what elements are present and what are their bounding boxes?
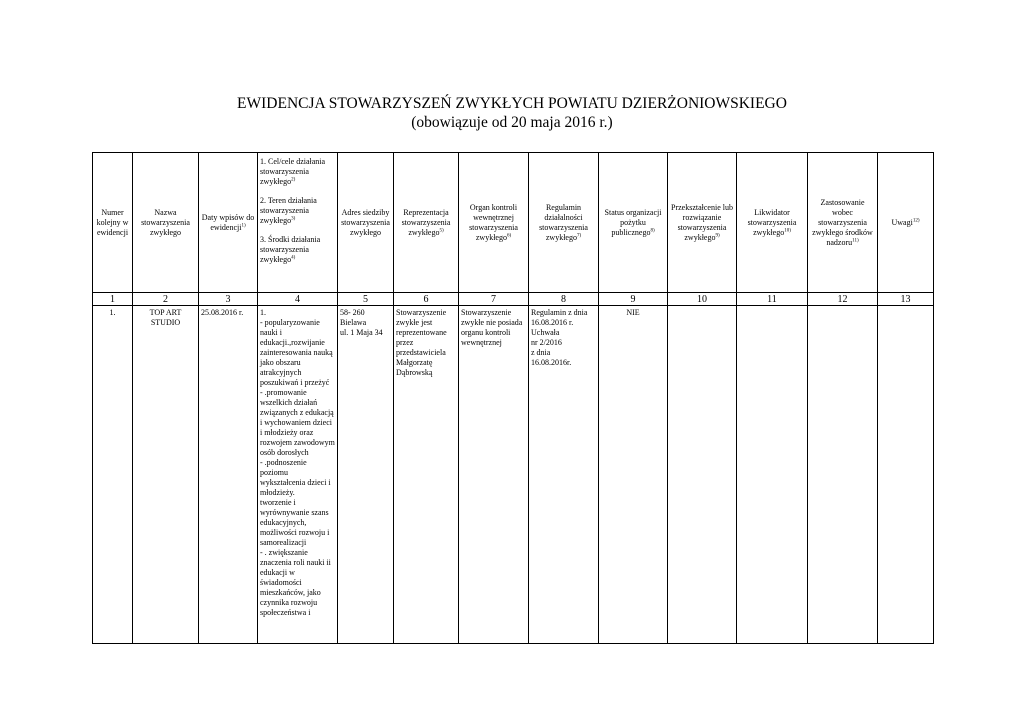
cell-number: 1. xyxy=(93,306,133,644)
column-number: 6 xyxy=(394,293,459,306)
title-line-1: EWIDENCJA STOWARZYSZEŃ ZWYKŁYCH POWIATU DZIERŻONIOWSKIEGO xyxy=(237,95,787,112)
column-number-row xyxy=(93,293,934,306)
header-goals: 1. Cel/cele działania stowarzyszenia zwykłego$^{2)}$ 2. Teren działania stowarzyszenia zwykłego$^{3)}$ 3. Środki działania stowarzyszenia zwykłego$^{4)}$ xyxy=(258,153,338,293)
cell-supervision xyxy=(808,306,878,644)
header-opp-status: Status organizacji pożytku publicznego$^{8)}$ xyxy=(599,153,668,293)
header-name: Nazwa stowarzyszenia zwykłego xyxy=(133,153,199,293)
cell-control: Stowarzyszenie zwykłe nie posiada organu kontroli wewnętrznej xyxy=(459,306,529,644)
registry-table xyxy=(92,152,934,644)
header-liquidator: Likwidator stowarzyszenia zwykłego$^{10)}$ xyxy=(737,153,808,293)
cell-opp-status: NIE xyxy=(599,306,668,644)
cell-regulations: Regulamin z dnia 16.08.2016 r. Uchwała nr 2/2016 z dnia 16.08.2016r. xyxy=(529,306,599,644)
column-number: 8 xyxy=(529,293,599,306)
column-number: 10 xyxy=(668,293,737,306)
column-number: 13 xyxy=(878,293,934,306)
header-representation: Reprezentacja stowarzyszenia zwykłego$^{5)}$ xyxy=(394,153,459,293)
title-line-2: (obowiązuje od 20 maja 2016 r.) xyxy=(411,114,613,131)
column-number: 9 xyxy=(599,293,668,306)
header-regulations: Regulamin działalności stowarzyszenia zwykłego$^{7)}$ xyxy=(529,153,599,293)
header-transformation: Przekształcenie lub rozwiązanie stowarzyszenia zwykłego$^{9)}$ xyxy=(668,153,737,293)
cell-notes xyxy=(878,306,934,644)
cell-name: TOP ART STUDIO xyxy=(133,306,199,644)
column-number: 2 xyxy=(133,293,199,306)
cell-representation: Stowarzyszenie zwykłe jest reprezentowane przez przedstawiciela Małgorzatę Dąbrowską xyxy=(394,306,459,644)
column-number: 4 xyxy=(258,293,338,306)
cell-date: 25.08.2016 r. xyxy=(199,306,258,644)
cell-goals: 1. - popularyzowanie nauki i edukacji.,rozwijanie zainteresowania nauką jako obszaru atrakcyjnych poszukiwań i przeżyć - .promowanie wszelkich działań związanych z edukacją i wychowaniem dzieci i młodzieży oraz rozwojem zawodowym osób dorosłych - .podnoszenie poziomu wykształcenia dzieci i młodzieży. tworzenie i wyrównywanie szans edukacyjnych, możliwości rozwoju i samorealizacji - . zwiększanie znaczenia roli nauki ii edukacji w świadomości mieszkańców, jako czynnika rozwoju społeczeństwa i xyxy=(258,306,338,644)
document-title xyxy=(0,94,1024,132)
column-number: 12 xyxy=(808,293,878,306)
cell-transformation xyxy=(668,306,737,644)
header-supervision: Zastosowanie wobec stowarzyszenia zwykłego środków nadzoru$^{11)}$ xyxy=(808,153,878,293)
header-address: Adres siedziby stowarzyszenia zwykłego xyxy=(338,153,394,293)
header-dates: Daty wpisów do ewidencji$^{1)}$ xyxy=(199,153,258,293)
column-number: 3 xyxy=(199,293,258,306)
header-notes: Uwagi$^{12)}$ xyxy=(878,153,934,293)
header-control: Organ kontroli wewnętrznej stowarzyszenia zwykłego$^{6)}$ xyxy=(459,153,529,293)
table-row xyxy=(93,306,934,644)
cell-liquidator xyxy=(737,306,808,644)
header-row xyxy=(93,153,934,293)
column-number: 5 xyxy=(338,293,394,306)
column-number: 7 xyxy=(459,293,529,306)
column-number: 1 xyxy=(93,293,133,306)
header-number: Numer kolejny w ewidencji xyxy=(93,153,133,293)
cell-address: 58- 260 Bielawa ul. 1 Maja 34 xyxy=(338,306,394,644)
column-number: 11 xyxy=(737,293,808,306)
